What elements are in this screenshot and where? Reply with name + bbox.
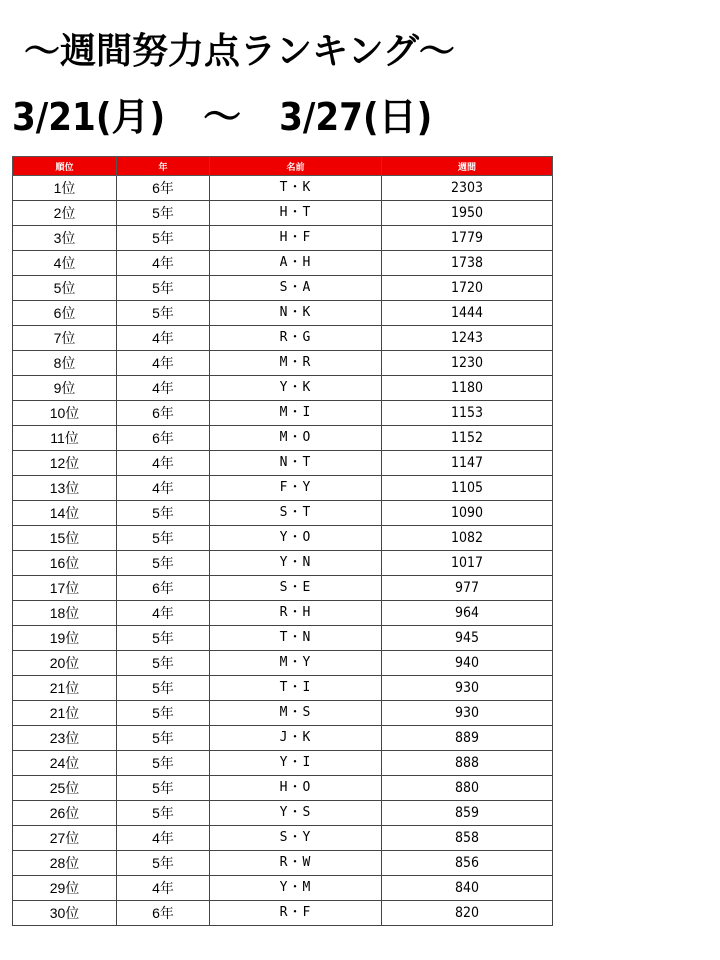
grade-cell: 6年: [117, 576, 210, 601]
rank-cell: 13位: [13, 476, 117, 501]
rank-cell: 9位: [13, 376, 117, 401]
name-cell: S・T: [210, 501, 382, 526]
name-cell: H・O: [210, 776, 382, 801]
score-cell: 858: [382, 826, 553, 851]
name-cell: H・F: [210, 226, 382, 251]
rank-cell: 3位: [13, 226, 117, 251]
header-score: 週間: [382, 157, 553, 176]
rank-cell: 11位: [13, 426, 117, 451]
rank-cell: 18位: [13, 601, 117, 626]
score-cell: 930: [382, 676, 553, 701]
name-cell: Y・I: [210, 751, 382, 776]
score-cell: 880: [382, 776, 553, 801]
table-row: [13, 276, 553, 301]
table-row: [13, 376, 553, 401]
grade-cell: 4年: [117, 876, 210, 901]
table-row: [13, 876, 553, 901]
grade-cell: 4年: [117, 826, 210, 851]
rank-cell: 30位: [13, 901, 117, 926]
score-cell: 1153: [382, 401, 553, 426]
name-cell: Y・K: [210, 376, 382, 401]
name-cell: S・E: [210, 576, 382, 601]
page-title: ～週間努力点ランキング～: [24, 31, 455, 72]
rank-cell: 6位: [13, 301, 117, 326]
rank-cell: 8位: [13, 351, 117, 376]
rank-cell: 27位: [13, 826, 117, 851]
table-row: [13, 301, 553, 326]
grade-cell: 4年: [117, 376, 210, 401]
score-cell: 889: [382, 726, 553, 751]
table-row: [13, 676, 553, 701]
grade-cell: 5年: [117, 651, 210, 676]
name-cell: T・K: [210, 176, 382, 201]
name-cell: H・T: [210, 201, 382, 226]
table-row: [13, 701, 553, 726]
grade-cell: 5年: [117, 276, 210, 301]
name-cell: J・K: [210, 726, 382, 751]
score-cell: 1720: [382, 276, 553, 301]
score-cell: 1779: [382, 226, 553, 251]
rank-cell: 29位: [13, 876, 117, 901]
name-cell: M・S: [210, 701, 382, 726]
header-name: 名前: [210, 157, 382, 176]
score-cell: 940: [382, 651, 553, 676]
name-cell: Y・O: [210, 526, 382, 551]
grade-cell: 6年: [117, 901, 210, 926]
table-row: [13, 801, 553, 826]
name-cell: A・H: [210, 251, 382, 276]
grade-cell: 6年: [117, 401, 210, 426]
grade-cell: 5年: [117, 201, 210, 226]
grade-cell: 4年: [117, 251, 210, 276]
score-cell: 1147: [382, 451, 553, 476]
rank-cell: 20位: [13, 651, 117, 676]
name-cell: N・K: [210, 301, 382, 326]
rank-cell: 17位: [13, 576, 117, 601]
score-cell: 1017: [382, 551, 553, 576]
rank-cell: 28位: [13, 851, 117, 876]
table-row: [13, 476, 553, 501]
name-cell: T・I: [210, 676, 382, 701]
table-row: [13, 751, 553, 776]
ranking-body: [13, 176, 553, 926]
table-row: [13, 901, 553, 926]
rank-cell: 25位: [13, 776, 117, 801]
name-cell: M・Y: [210, 651, 382, 676]
name-cell: Y・S: [210, 801, 382, 826]
score-cell: 1444: [382, 301, 553, 326]
name-cell: R・H: [210, 601, 382, 626]
rank-cell: 4位: [13, 251, 117, 276]
grade-cell: 4年: [117, 601, 210, 626]
rank-cell: 12位: [13, 451, 117, 476]
name-cell: N・T: [210, 451, 382, 476]
table-row: [13, 726, 553, 751]
score-cell: 964: [382, 601, 553, 626]
table-row: [13, 851, 553, 876]
header-row: [13, 157, 553, 176]
name-cell: M・R: [210, 351, 382, 376]
grade-cell: 5年: [117, 501, 210, 526]
score-cell: 859: [382, 801, 553, 826]
score-cell: 840: [382, 876, 553, 901]
name-cell: Y・N: [210, 551, 382, 576]
rank-cell: 5位: [13, 276, 117, 301]
name-cell: R・W: [210, 851, 382, 876]
header-rank: 順位: [13, 157, 117, 176]
table-row: [13, 776, 553, 801]
table-row: [13, 551, 553, 576]
table-row: [13, 351, 553, 376]
score-cell: 945: [382, 626, 553, 651]
grade-cell: 5年: [117, 301, 210, 326]
grade-cell: 5年: [117, 726, 210, 751]
score-cell: 1090: [382, 501, 553, 526]
rank-cell: 15位: [13, 526, 117, 551]
score-cell: 856: [382, 851, 553, 876]
grade-cell: 4年: [117, 451, 210, 476]
grade-cell: 5年: [117, 226, 210, 251]
date-range: 3/21(月) ～ 3/27(日): [12, 95, 433, 139]
rank-cell: 10位: [13, 401, 117, 426]
score-cell: 1180: [382, 376, 553, 401]
grade-cell: 6年: [117, 176, 210, 201]
score-cell: 1230: [382, 351, 553, 376]
ranking-table: [12, 156, 553, 926]
table-row: [13, 251, 553, 276]
score-cell: 977: [382, 576, 553, 601]
table-row: [13, 826, 553, 851]
table-row: [13, 326, 553, 351]
grade-cell: 5年: [117, 751, 210, 776]
rank-cell: 24位: [13, 751, 117, 776]
grade-cell: 4年: [117, 476, 210, 501]
table-row: [13, 401, 553, 426]
table-row: [13, 201, 553, 226]
header-grade: 年: [117, 157, 210, 176]
rank-cell: 23位: [13, 726, 117, 751]
score-cell: 1105: [382, 476, 553, 501]
table-row: [13, 176, 553, 201]
table-row: [13, 501, 553, 526]
grade-cell: 5年: [117, 701, 210, 726]
score-cell: 888: [382, 751, 553, 776]
table-row: [13, 451, 553, 476]
name-cell: R・F: [210, 901, 382, 926]
name-cell: M・O: [210, 426, 382, 451]
name-cell: M・I: [210, 401, 382, 426]
rank-cell: 1位: [13, 176, 117, 201]
grade-cell: 4年: [117, 351, 210, 376]
grade-cell: 4年: [117, 326, 210, 351]
table-row: [13, 626, 553, 651]
name-cell: R・G: [210, 326, 382, 351]
rank-cell: 2位: [13, 201, 117, 226]
table-row: [13, 526, 553, 551]
table-row: [13, 226, 553, 251]
rank-cell: 26位: [13, 801, 117, 826]
grade-cell: 5年: [117, 851, 210, 876]
table-row: [13, 426, 553, 451]
score-cell: 1738: [382, 251, 553, 276]
grade-cell: 6年: [117, 426, 210, 451]
score-cell: 2303: [382, 176, 553, 201]
grade-cell: 5年: [117, 626, 210, 651]
grade-cell: 5年: [117, 676, 210, 701]
score-cell: 1152: [382, 426, 553, 451]
score-cell: 1950: [382, 201, 553, 226]
grade-cell: 5年: [117, 551, 210, 576]
name-cell: S・Y: [210, 826, 382, 851]
table-row: [13, 601, 553, 626]
grade-cell: 5年: [117, 801, 210, 826]
name-cell: F・Y: [210, 476, 382, 501]
table-row: [13, 576, 553, 601]
grade-cell: 5年: [117, 776, 210, 801]
table-row: [13, 651, 553, 676]
rank-cell: 21位: [13, 701, 117, 726]
grade-cell: 5年: [117, 526, 210, 551]
name-cell: S・A: [210, 276, 382, 301]
score-cell: 1082: [382, 526, 553, 551]
rank-cell: 21位: [13, 676, 117, 701]
rank-cell: 14位: [13, 501, 117, 526]
rank-cell: 7位: [13, 326, 117, 351]
rank-cell: 19位: [13, 626, 117, 651]
score-cell: 820: [382, 901, 553, 926]
score-cell: 930: [382, 701, 553, 726]
name-cell: T・N: [210, 626, 382, 651]
score-cell: 1243: [382, 326, 553, 351]
name-cell: Y・M: [210, 876, 382, 901]
rank-cell: 16位: [13, 551, 117, 576]
